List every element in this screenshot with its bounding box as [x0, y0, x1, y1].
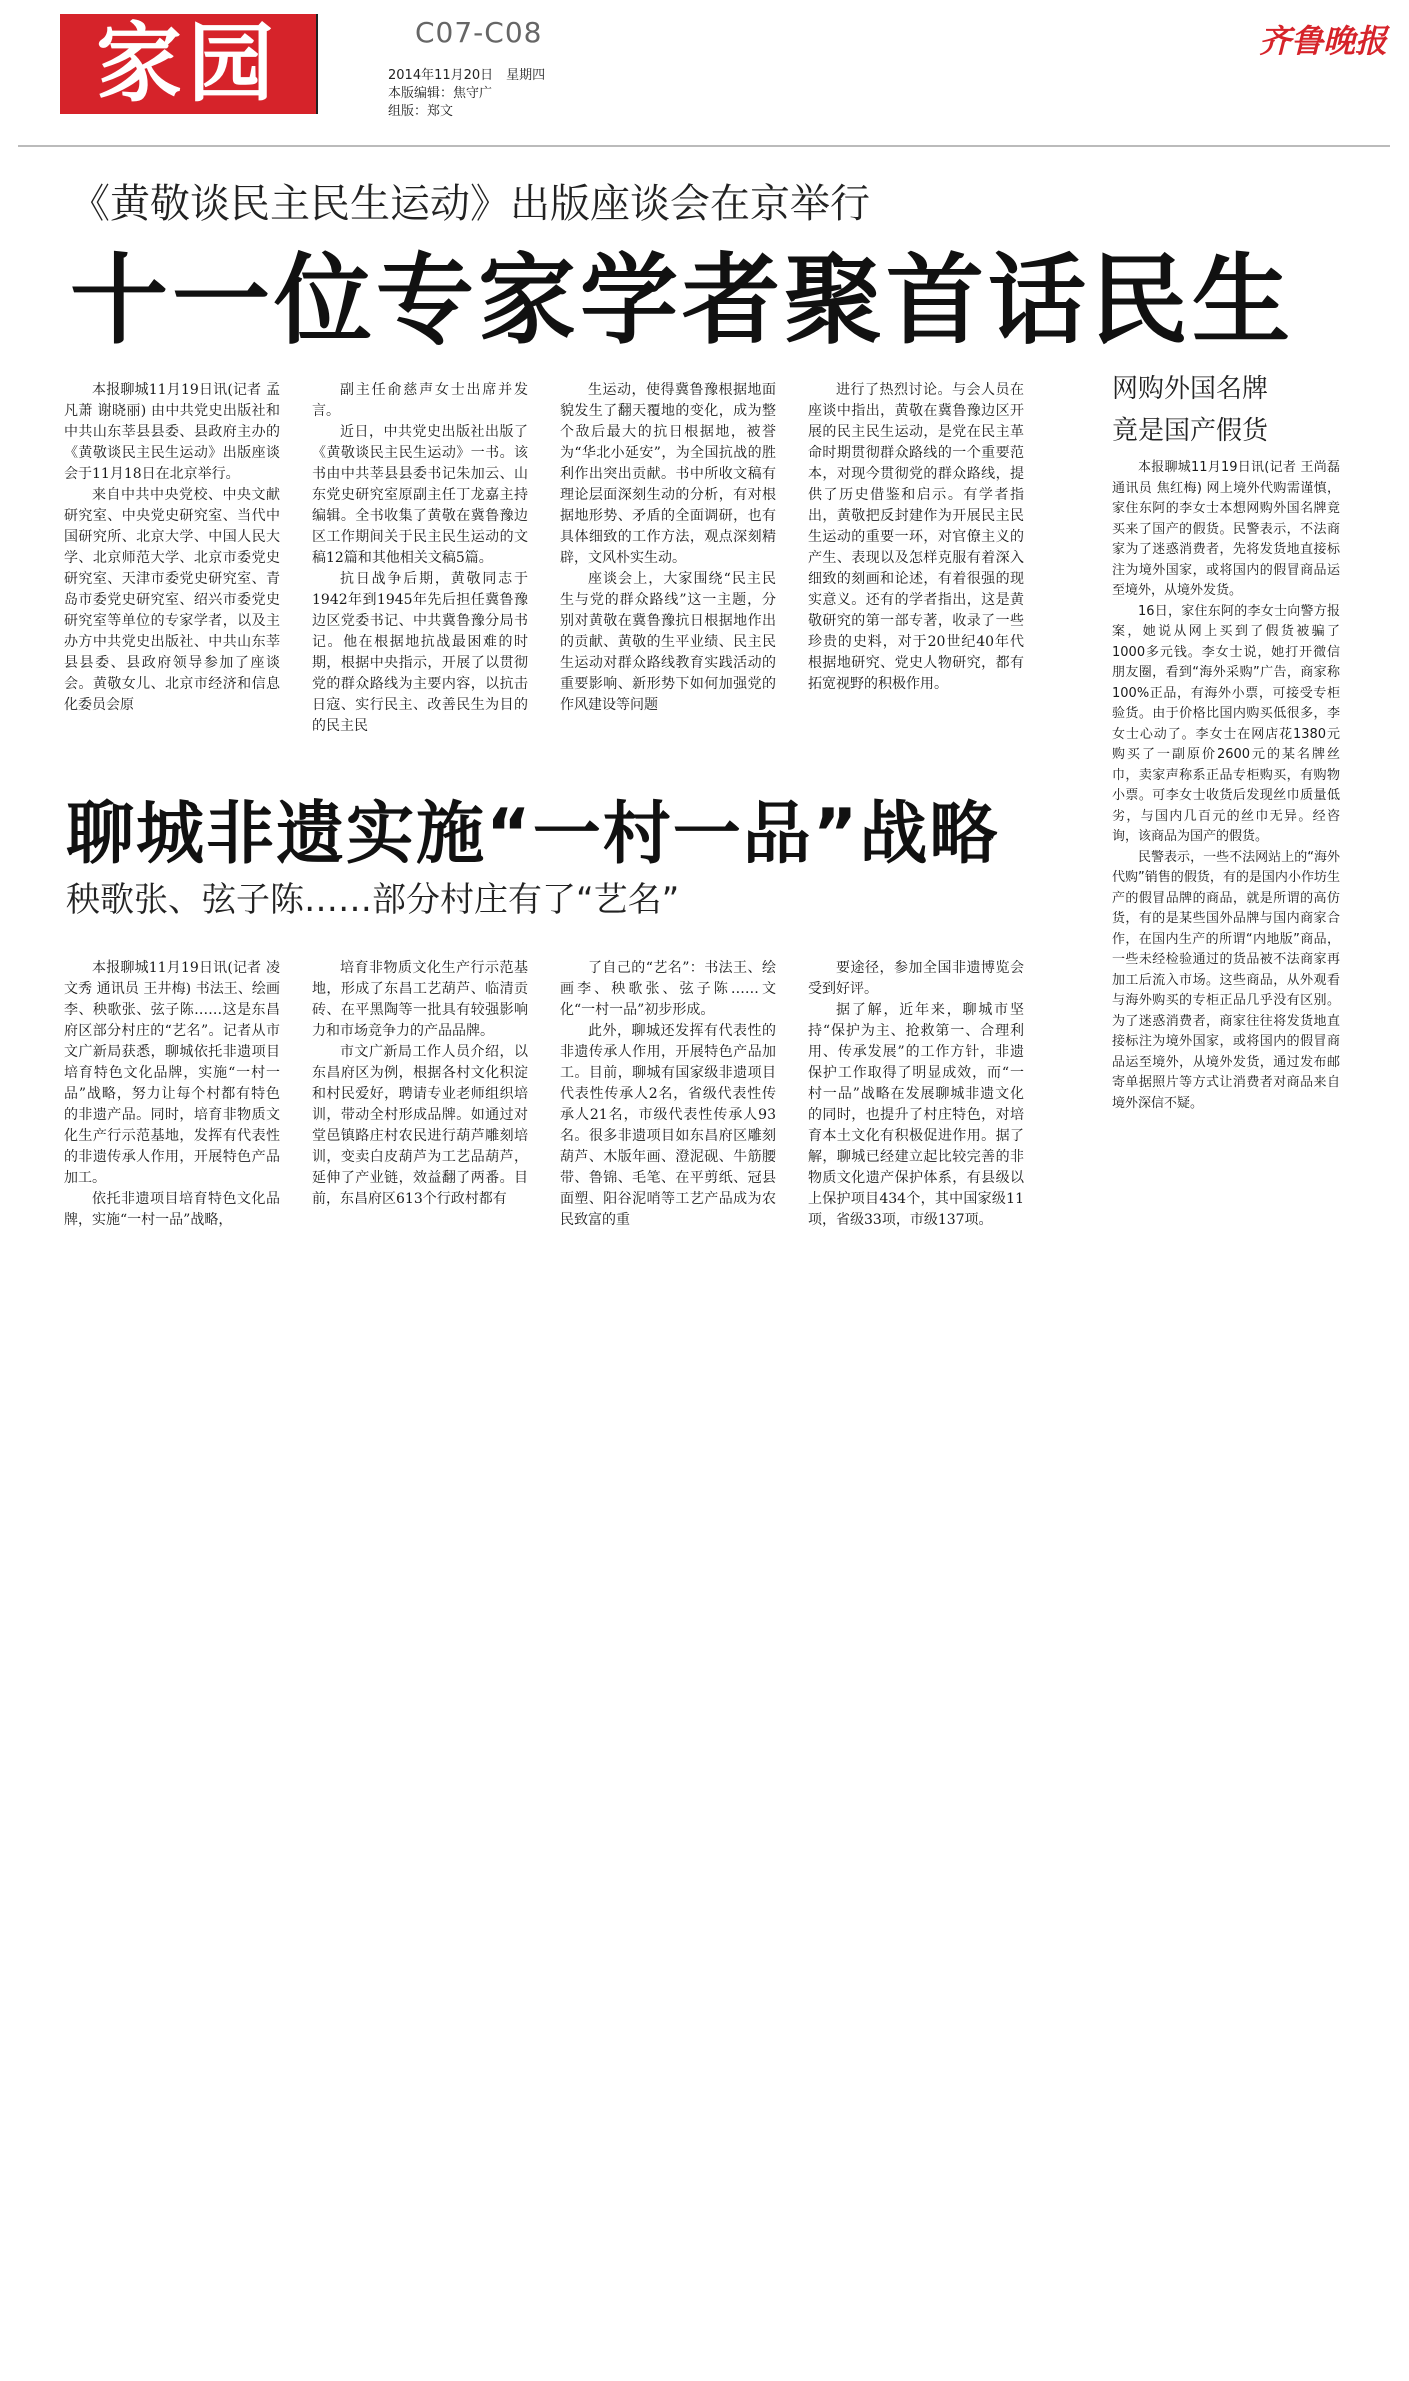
paragraph: 进行了热烈讨论。与会人员在座谈中指出，黄敬在冀鲁豫边区开展的民主民生运动，是党在民主革命时期贯彻群众路线的一个重要范本，对现今贯彻党的群众路线，提供了历史借鉴和启示。有学者指出，黄敬把反封建作为开展民主民生运动的重要一环，对官僚主义的产生、表现以及怎样克服有着深入细致的刻画和论述，有着很强的现实意义。还有的学者指出，这是黄敬研究的第一部专著，收录了一些珍贵的史料，对于20世纪40年代根据地研究、党史人物研究，都有拓宽视野的积极作用。: [808, 382, 1024, 692]
paragraph: 副主任俞慈声女士出席并发言。: [312, 382, 528, 419]
paragraph: 生运动，使得冀鲁豫根据地面貌发生了翻天覆地的变化，成为整个敌后最大的抗日根据地，被誉为“华北小延安”，为全国抗战的胜利作出突出贡献。书中所收文稿有理论层面深刻生动的分析，有对根据地形势、矛盾的全面调研，也有具体细致的工作方法，观点深刻精辟，文风朴实生动。: [560, 382, 776, 566]
story2-column-3: [560, 958, 776, 1231]
paragraph: 依托非遗项目培育特色文化品牌，实施“一村一品”战略，: [64, 1191, 280, 1228]
story1-headline: 十一位专家学者聚首话民生: [70, 244, 1295, 358]
story1-column-3: [560, 380, 776, 716]
paragraph: 抗日战争后期，黄敬同志于1942年到1945年先后担任冀鲁豫边区党委书记、中共冀鲁豫分局书记。他在根据地抗战最困难的时期，根据中央指示，开展了以贯彻党的群众路线为主要内容，以抗击日寇、实行民主、改善民生为目的的民主民: [312, 571, 528, 734]
paragraph: 培育非物质文化生产行示范基地，形成了东昌工艺葫芦、临清贡砖、在平黑陶等一批具有较强影响力和市场竞争力的产品品牌。: [312, 960, 528, 1039]
paragraph: 本报聊城11月19日讯(记者 凌文秀 通讯员 王井梅) 书法王、绘画李、秧歌张、弦子陈……这是东昌府区部分村庄的“艺名”。记者从市文广新局获悉，聊城依托非遗项目培育特色文化品牌，实施“一村一品”战略，努力让每个村都有特色的非遗产品。同时，培育非物质文化生产行示范基地，发挥有代表性的非遗传承人作用，开展特色产品加工。: [64, 960, 280, 1186]
story2-column-1: [64, 958, 280, 1231]
section-logo: 家园: [60, 14, 316, 114]
paragraph: 市文广新局工作人员介绍，以东昌府区为例，根据各村文化积淀和村民爱好，聘请专业老师组织培训，带动全村形成品牌。如通过对堂邑镇路庄村农民进行葫芦雕刻培训，变卖白皮葫芦为工艺品葫芦，延伸了产业链，效益翻了两番。目前，东昌府区613个行政村都有: [312, 1044, 528, 1207]
masthead-rule: [18, 145, 1390, 147]
paragraph: 本报聊城11月19日讯(记者 孟凡萧 谢晓丽) 由中共党史出版社和中共山东莘县县委、县政府主办的《黄敬谈民主民生运动》出版座谈会于11月18日在北京举行。: [64, 382, 280, 482]
sidebar-title-line2: 竟是国产假货: [1112, 416, 1269, 446]
paragraph: 近日，中共党史出版社出版了《黄敬谈民主民生运动》一书。该书由中共莘县县委书记朱加云、山东党史研究室原副主任丁龙嘉主持编辑。全书收集了黄敬在冀鲁豫边区工作期间关于民主民生运动的文稿12篇和其他相关文稿5篇。: [312, 424, 528, 566]
paragraph: 本报聊城11月19日讯(记者 王尚磊 通讯员 焦红梅) 网上境外代购需谨慎，家住东阿的李女士本想网购外国名牌竟买来了国产的假货。民警表示，不法商家为了迷惑消费者，先将发货地直接标注为境外国家，或将国内的假冒商品运至境外，从境外发货。: [1112, 460, 1340, 598]
story1-column-2: [312, 380, 528, 737]
date-line: 2014年11月20日 星期四: [388, 68, 546, 83]
paragraph: 据了解，近年来，聊城市坚持“保护为主、抢救第一、合理利用、传承发展”的工作方针，非遗保护工作取得了明显成效，而“一村一品”战略在发展聊城非遗文化的同时，也提升了村庄特色，对培育本土文化有积极促进作用。据了解，聊城已经建立起比较完善的非物质文化遗产保护体系，有县级以上保护项目434个，其中国家级11项，省级33项，市级137项。: [808, 1002, 1024, 1228]
story2-column-4: [808, 958, 1024, 1231]
sidebar-title-line1: 网购外国名牌: [1112, 374, 1269, 404]
paragraph: 座谈会上，大家围绕“民主民生与党的群众路线”这一主题，分别对黄敬在冀鲁豫抗日根据地作出的贡献、黄敬的生平业绩、民主民生运动对群众路线教育实践活动的重要影响、新形势下如何加强党的作风建设等问题: [560, 571, 776, 713]
story2-subhead: 秧歌张、弦子陈……部分村庄有了“艺名”: [66, 880, 680, 920]
paragraph: 16日，家住东阿的李女士向警方报案，她说从网上买到了假货被骗了1000多元钱。李女士说，她打开微信朋友圈，看到“海外采购”广告，商家称100%正品，有海外小票，可接受专柜验货。由于价格比国内购买低很多，李女士心动了。李女士在网店花1380元购买了一副原价2600元的某名牌丝巾，卖家声称系正品专柜购买，有购物小票。可李女士收货后发现丝巾质量低劣，与国内几百元的丝巾无异。经咨询，该商品为国产的假货。: [1112, 603, 1340, 844]
story2-headline: 聊城非遗实施“一村一品”战略: [66, 795, 1000, 874]
story1-kicker: 《黄敬谈民主民生运动》出版座谈会在京举行: [70, 181, 870, 227]
paragraph: 民警表示，一些不法网站上的“海外代购”销售的假货，有的是国内小作坊生产的假冒品牌的商品，就是所谓的高仿货，有的是某些国外品牌与国内商家合作，在国内生产的所谓“内地版”商品，一些未经检验通过的货品被不法商家再加工后流入市场。这些商品，从外观看与海外购买的专柜正品几乎没有区别。为了迷惑消费者，商家往往将发货地直接标注为境外国家，或将国内的假冒商品运至境外，从境外发货，通过发布邮寄单据照片等方式让消费者对商品来自境外深信不疑。: [1112, 849, 1340, 1111]
sidebar-body: [1112, 458, 1340, 1114]
story2-column-2: [312, 958, 528, 1210]
paragraph: 此外，聊城还发挥有代表性的非遗传承人作用，开展特色产品加工。目前，聊城有国家级非遗项目代表性传承人2名，省级代表性传承人21名，市级代表性传承人93名。很多非遗项目如东昌府区雕刻葫芦、木版年画、澄泥砚、牛筋腰带、鲁锦、毛笔、在平剪纸、冠县面塑、阳谷泥哨等工艺产品成为农民致富的重: [560, 1023, 776, 1228]
paragraph: 要途径，参加全国非遗博览会受到好评。: [808, 960, 1024, 997]
story1-column-4: [808, 380, 1024, 695]
paragraph: 了自己的“艺名”：书法王、绘画李、秧歌张、弦子陈……文化“一村一品”初步形成。: [560, 960, 776, 1018]
layout-line: 组版：郑文: [388, 104, 454, 119]
paragraph: 来自中共中央党校、中央文献研究室、中央党史研究室、当代中国研究所、北京大学、中国人民大学、北京师范大学、北京市委党史研究室、天津市委党史研究室、青岛市委党史研究室、绍兴市委党史研究室等单位的专家学者，以及主办方中共党史出版社、中共山东莘县县委、县政府领导参加了座谈会。黄敬女儿、北京市经济和信息化委员会原: [64, 487, 280, 713]
logo-divider: [316, 14, 318, 114]
story1-column-1: [64, 380, 280, 716]
newspaper-brand: 齐鲁晚报: [1258, 22, 1387, 60]
page-code: C07-C08: [415, 16, 543, 49]
editor-line: 本版编辑：焦守广: [388, 86, 493, 101]
